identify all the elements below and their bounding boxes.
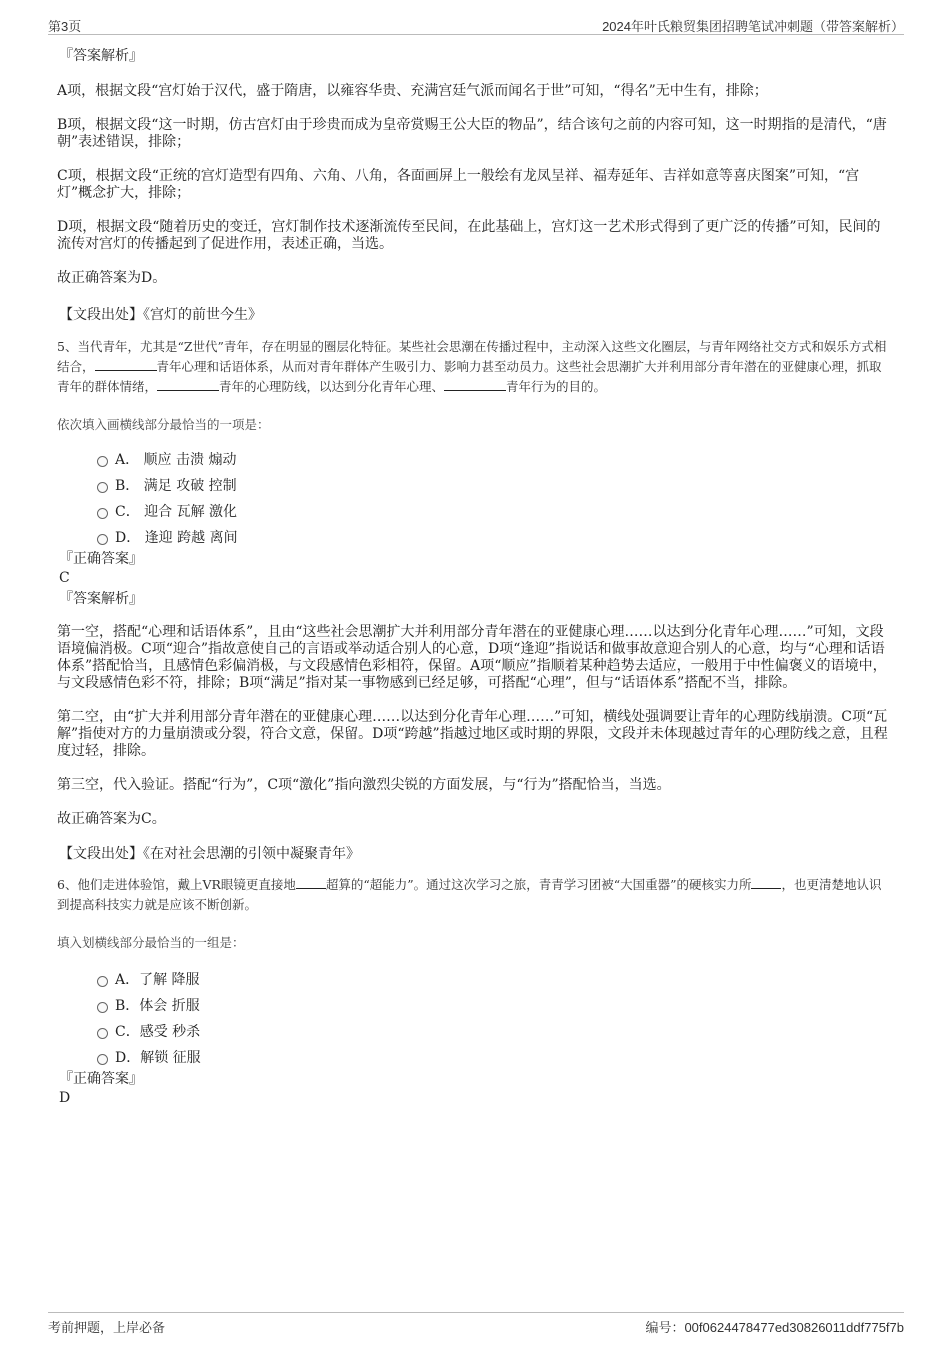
q6-option-c[interactable]: C．感受 秒杀: [57, 1019, 893, 1045]
blank-2: [157, 378, 219, 391]
q4-analysis-para-d: D项，根据文段“随着历史的变迁，宫灯制作技术逐渐流传至民间，在此基础上，宫灯这一艺术形式得到了更广泛的传播”可知，民间的流传对宫灯的传播起到了促进作用，表述正确，当选。: [57, 219, 881, 252]
radio-button[interactable]: [97, 1028, 108, 1039]
q5-answer: C: [59, 570, 70, 586]
q5-instruction: 依次填入画横线部分最恰当的一项是：: [57, 417, 270, 432]
q5-options: [57, 447, 893, 551]
q5-option-a[interactable]: A． 顺应 击溃 煽动: [57, 447, 893, 473]
blank-2: [751, 876, 781, 889]
footer-slogan: 考前押题，上岸必备: [48, 1320, 166, 1335]
q5-option-d[interactable]: D． 逢迎 跨越 离间: [57, 525, 893, 551]
q5-analysis-para-1: 第一空，搭配“心理和话语体系”，且由“这些社会思潮扩大并利用部分青年潜在的亚健康心理……以达到分化青年心理……”可知，文段语境偏消极。C项“迎合”指故意使自己的言语或举动适合别人的心意，D项“逢迎”指说话和做事故意迎合别人的心意，均与“心理和话语体系”搭配恰当，且感情色彩偏消极，与文段感情色彩相符，保留。A项“顺应”指顺着某种趋势去适应，一般用于中性偏褒义的语境中，与文段感情色彩不符，排除；B项“满足”指对某一事物感到已经足够，可搭配“心理”，但与“话语体系”搭配不当，排除。: [57, 624, 887, 691]
q5-analysis-para-2: 第二空，由“扩大并利用部分青年潜在的亚健康心理……以达到分化青年心理……”可知，横线处强调要让青年的心理防线崩溃。C项“瓦解”指使对方的力量崩溃或分裂，符合文意，保留。D项“跨越”指越过地区或时期的界限，文段并未体现越过青年的心理防线之意，且程度过轻，排除。: [57, 709, 888, 759]
radio-button[interactable]: [97, 1002, 108, 1013]
radio-button[interactable]: [97, 508, 108, 519]
q4-analysis-label: 『答案解析』: [59, 48, 143, 64]
q4-conclusion: 故正确答案为D。: [57, 270, 167, 286]
q5-option-b[interactable]: B． 满足 攻破 控制: [57, 473, 893, 499]
q6-option-a[interactable]: A．了解 降服: [57, 967, 893, 993]
q5-source: 【文段出处】《在对社会思潮的引领中凝聚青年》: [59, 846, 360, 862]
q5-question-text: 5、当代青年，尤其是“Z世代”青年，存在明显的圈层化特征。某些社会思潮在传播过程中，主动深入这些文化圈层，与青年网络社交方式和娱乐方式相结合， 青年心理和话语体系，从而对青年群体产生吸引力、影响力甚至动员力。这些社会思潮扩大并利用部分青年潜在的亚健康心理，抓取青年的群体情绪， 青年的心理防线，以达到分化青年心理、 青年行为的目的。: [57, 339, 887, 394]
page-header: [48, 14, 904, 35]
document-serial: 编号：00f0624478477ed30826011ddf775f7b: [645, 1320, 904, 1335]
radio-button[interactable]: [97, 482, 108, 493]
page-footer: [48, 1312, 904, 1337]
radio-button[interactable]: [97, 456, 108, 467]
radio-button[interactable]: [97, 1054, 108, 1065]
blank-1: [296, 876, 326, 889]
q4-analysis-para-c: C项，根据文段“正统的宫灯造型有四角、六角、八角，各面画屏上一般绘有龙凤呈祥、福寿延年、吉祥如意等喜庆图案”可知，“宫灯”概念扩大，排除；: [57, 168, 860, 201]
q5-answer-label: 『正确答案』: [59, 551, 143, 567]
blank-1: [95, 358, 157, 371]
q6-option-b[interactable]: B．体会 折服: [57, 993, 893, 1019]
q5-analysis-para-3: 第三空，代入验证。搭配“行为”，C项“激化”指向激烈尖锐的方面发展，与“行为”搭配恰当，当选。: [57, 777, 671, 793]
q5-option-c[interactable]: C． 迎合 瓦解 激化: [57, 499, 893, 525]
q6-answer: D: [59, 1090, 71, 1106]
q4-source: 【文段出处】《宫灯的前世今生》: [59, 307, 262, 323]
q6-question-text: 6、他们走进体验馆，戴上VR眼镜更直接地 超算的“超能力”。通过这次学习之旅，青青学习团被“大国重器”的硬核实力所 ，也更清楚地认识到提高科技实力就是应该不断创新。: [57, 877, 882, 912]
page-content: [57, 44, 893, 1107]
q6-answer-label: 『正确答案』: [59, 1071, 143, 1087]
q6-option-d[interactable]: D．解锁 征服: [57, 1045, 893, 1071]
radio-button[interactable]: [97, 976, 108, 987]
q4-analysis-para-a: A项，根据文段“宫灯始于汉代，盛于隋唐，以雍容华贵、充满宫廷气派而闻名于世”可知，“得名”无中生有，排除；: [57, 83, 768, 99]
document-title: 2024年叶氏粮贸集团招聘笔试冲刺题（带答案解析）: [602, 19, 904, 34]
q4-analysis-para-b: B项，根据文段“这一时期，仿古宫灯由于珍贵而成为皇帝赏赐王公大臣的物品”，结合该句之前的内容可知，这一时期指的是清代，“唐朝”表述错误，排除；: [57, 117, 887, 150]
page-number: 第3页: [48, 19, 82, 34]
q5-conclusion: 故正确答案为C。: [57, 811, 166, 827]
q6-options: [57, 967, 893, 1071]
q6-instruction: 填入划横线部分最恰当的一组是：: [57, 935, 245, 950]
radio-button[interactable]: [97, 534, 108, 545]
q5-analysis-label: 『答案解析』: [59, 591, 143, 607]
blank-3: [444, 378, 506, 391]
